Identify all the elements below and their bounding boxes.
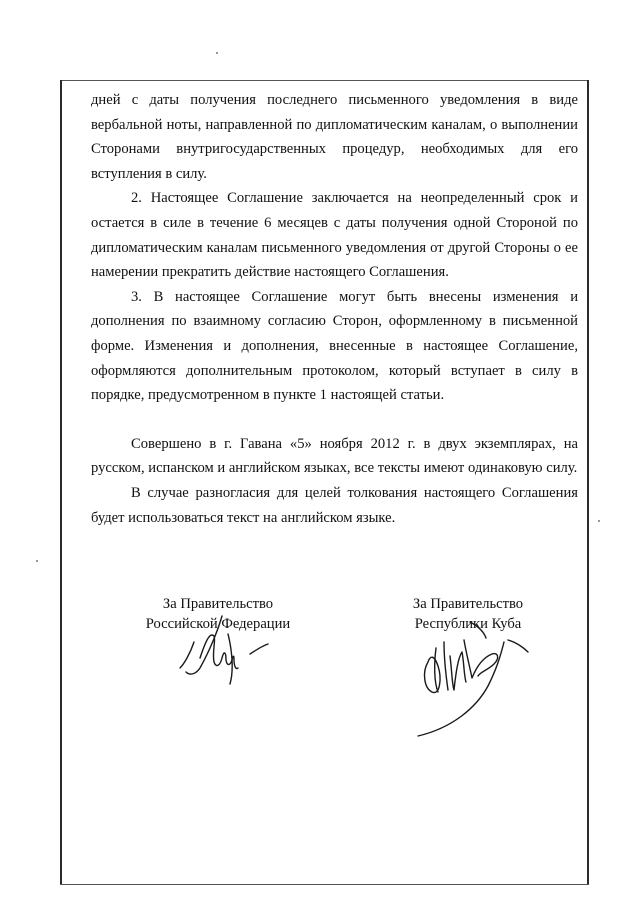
scan-speck — [216, 52, 218, 54]
document-body — [91, 88, 578, 530]
scan-speck — [36, 560, 38, 562]
signature-cuba — [400, 612, 540, 742]
frame-left-line — [60, 80, 62, 885]
frame-right-line — [587, 80, 589, 885]
frame-top-line — [60, 80, 589, 81]
scan-speck — [598, 520, 600, 522]
signatory-russia-line1: За Правительство — [162, 596, 274, 612]
paragraph-term: 2. Настоящее Соглашение заключается на неопределенный срок и остается в силе в течение 6 месяцев с даты получения одной Стороной по дипломатическим каналам письменного уведомления от другой Стороны о ее намерении прекратить действие настоящего Соглашения. — [91, 190, 578, 281]
signatory-cuba-line2: Республики Куба — [414, 616, 522, 632]
frame-bottom-line — [60, 884, 589, 885]
signatory-cuba-line1: За Правительство — [412, 596, 524, 612]
paragraph-continuation: дней с даты получения последнего письменного уведомления в виде вербальной ноты, направленной по дипломатическим каналам, о выполнении Сторонами внутригосударственных процедур, необходимых для его вступления в силу. — [91, 92, 578, 182]
paragraph-gap — [91, 408, 578, 432]
paragraph-amendments: 3. В настоящее Соглашение могут быть внесены изменения и дополнения по взаимному согласию Сторон, оформленному в письменной форме. Изменения и дополнения, внесенные в настоящее Соглашение, оформляются дополнительным протоколом, который вступает в силу в порядке, предусмотренном в пункте 1 настоящей статьи. — [91, 288, 578, 404]
paragraph-done-at: Совершено в г. Гавана «5» ноября 2012 г. в двух экземплярах, на русском, испанском и английском языках, все тексты имеют одинаковую силу. — [91, 435, 578, 477]
signature-russia — [170, 610, 280, 690]
paragraph-interpretation: В случае разногласия для целей толкования настоящего Соглашения будет использоваться текст на английском языке. — [91, 484, 578, 526]
signatory-russia-line2: Российской Федерации — [145, 616, 291, 632]
